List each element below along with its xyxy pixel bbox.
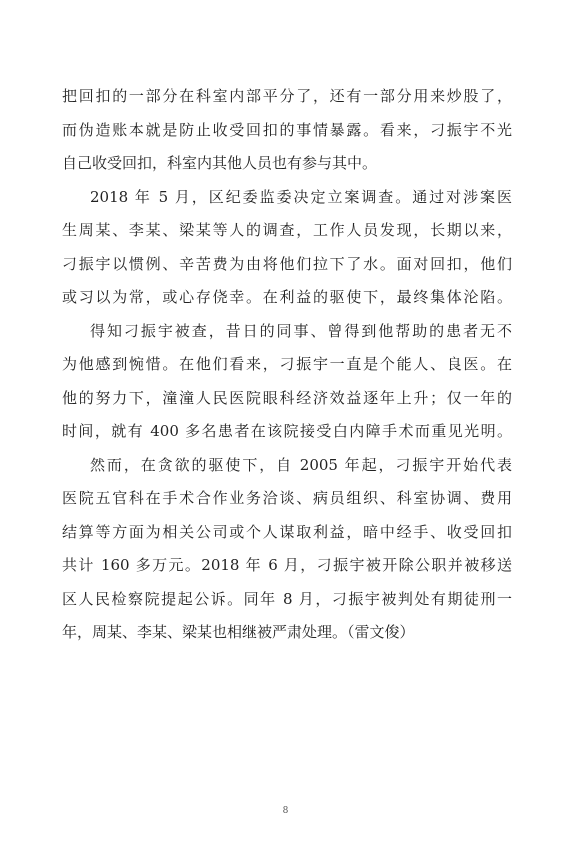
text-line: 而伪造账本就是防止收受回扣的事情暴露。看来，刁振宇不光: [62, 120, 512, 139]
paragraph-1: [62, 80, 512, 181]
text-line: 他的努力下，潼潼人民医院眼科经济效益逐年上升；仅一年的: [62, 388, 512, 407]
text-line: 然而，在贪欲的驱使下，自 2005 年起，刁振宇开始代表: [90, 455, 512, 474]
text-line: 为他感到惋惜。在他们看来，刁振宇一直是个能人、良医。在: [62, 355, 512, 373]
text-line: 把回扣的一部分在科室内部平分了，还有一部分用来炒股了，: [62, 87, 512, 105]
text-line: 或习以为常，或心存侥幸。在利益的驱使下，最终集体沦陷。: [62, 288, 512, 306]
text-line: 得知刁振宇被查，昔日的同事、曾得到他帮助的患者无不: [90, 321, 512, 340]
article-body: [62, 80, 512, 650]
page-number: 8: [282, 806, 289, 816]
text-line: 刁振宇以惯例、辛苦费为由将他们拉下了水。面对回扣，他们: [62, 254, 512, 273]
text-line: 区人民检察院提起公诉。同年 8 月，刁振宇被判处有期徒刑一: [62, 589, 512, 608]
text-line: 2018 年 5 月，区纪委监委决定立案调查。通过对涉案医: [90, 187, 512, 206]
text-line: 医院五官科在手术合作业务洽谈、病员组织、科室协调、费用: [62, 489, 512, 507]
paragraph-3: [62, 315, 512, 449]
text-line: 生周某、李某、梁某等人的调查，工作人员发现，长期以来，: [62, 221, 512, 239]
paragraph-4: [62, 449, 512, 650]
text-line: 时间，就有 400 多名患者在该院接受白内障手术而重见光明。: [62, 422, 512, 440]
paragraph-2: [62, 181, 512, 315]
text-line: 共计 160 多万元。2018 年 6 月，刁振宇被开除公职并被移送: [62, 556, 512, 574]
text-line: 年，周某、李某、梁某也相继被严肃处理。（雷文俊）: [62, 623, 415, 641]
text-line: 自己收受回扣，科室内其他人员也有参与其中。: [62, 154, 378, 172]
text-line: 结算等方面为相关公司或个人谋取利益，暗中经手、收受回扣: [62, 522, 512, 541]
